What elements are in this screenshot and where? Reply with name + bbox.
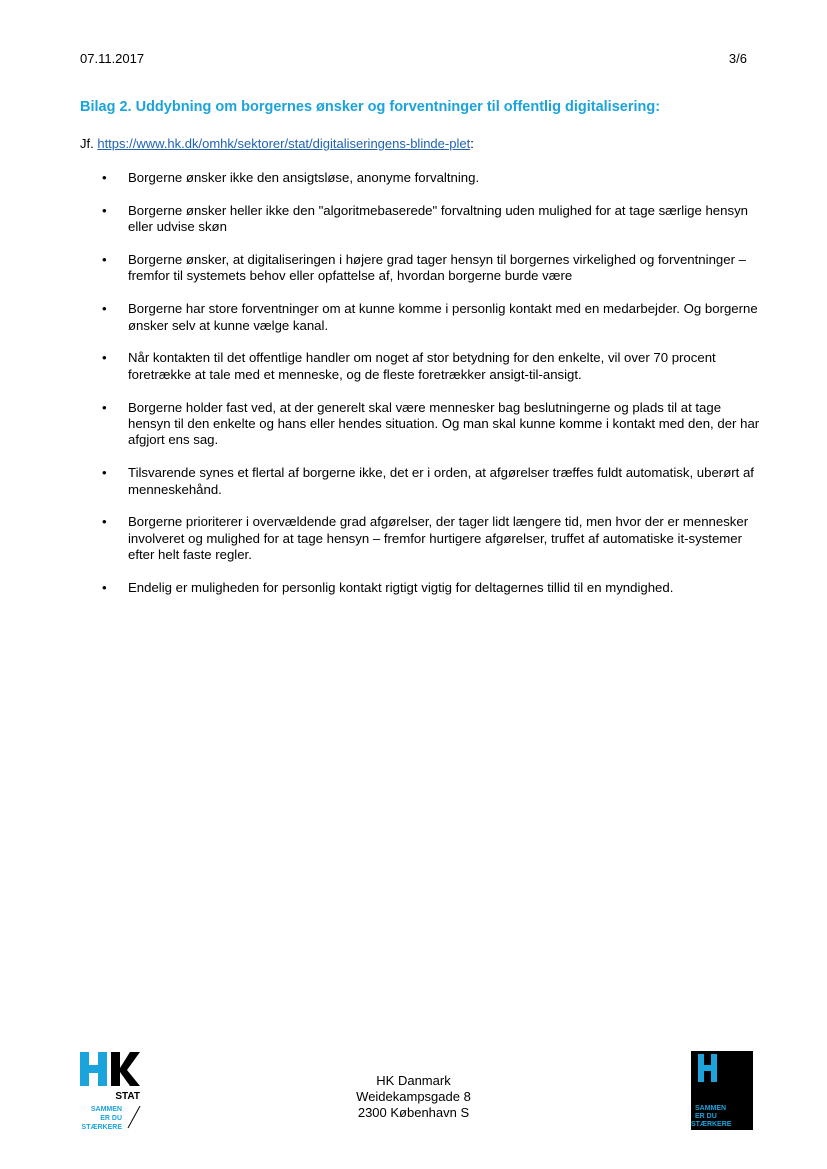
section-heading: Bilag 2. Uddybning om borgernes ønsker og forventninger til offentlig digitalisering: — [80, 99, 661, 115]
bullet-text: Når kontakten til det offentlige handler om noget af stor betydning for den enkelte, vil over 70 procent foretrække at tale med et menneske, og de fleste foretrækker ansigt-til-ansigt. — [128, 350, 716, 382]
address-line: HK Danmark — [376, 1073, 451, 1088]
bullet-dot: • — [102, 252, 107, 267]
bullet-dot: • — [102, 350, 107, 366]
hk-box-logo — [691, 1051, 753, 1130]
reference-link[interactable]: https://www.hk.dk/omhk/sektorer/stat/digitaliseringens-blinde-plet — [97, 136, 471, 151]
bullet-text: Borgerne holder fast ved, at der generelt skal være mennesker bag beslutningerne og plads til at tage hensyn til den enkelte og hans eller hendes situation. Og man skal kunne komme i kontakt med den, der har afgjort ens sag. — [128, 399, 760, 448]
bullet-item — [80, 350, 760, 383]
address-line: Weidekampsgade 8 — [356, 1089, 471, 1104]
bullet-item — [80, 170, 760, 186]
bullet-item — [80, 465, 760, 498]
document-date: 07.11.2017 — [80, 51, 145, 66]
logo-slogan-2: ER DU — [695, 1113, 717, 1120]
bullet-item — [80, 252, 760, 285]
bullet-dot: • — [102, 202, 107, 218]
bullet-text: Tilsvarende synes et flertal af borgerne ikke, det er i orden, at afgørelser træffes fuldt automatisk, uberørt af menneskehånd. — [128, 465, 754, 497]
bullet-text: Borgerne ønsker heller ikke den "algoritmebaserede" forvaltning uden mulighed for at tage særlige hensyn eller udvise skøn — [128, 202, 748, 235]
reference-prefix: Jf. — [80, 136, 98, 151]
bullet-dot: • — [102, 514, 107, 530]
reference-line — [80, 136, 474, 151]
reference-suffix: : — [470, 136, 474, 151]
logo-slogan-3: STÆRKERE — [81, 1124, 122, 1131]
bullet-item — [80, 514, 760, 563]
bullet-dot: • — [102, 465, 107, 481]
bullet-dot: • — [102, 301, 107, 317]
logo-slogan-3: STÆRKERE — [691, 1121, 732, 1128]
bullet-dot: • — [102, 580, 107, 596]
address-line: 2300 København S — [357, 1105, 470, 1120]
bullet-dot: • — [102, 399, 107, 415]
bullet-dot: • — [102, 170, 107, 185]
bullet-item — [80, 400, 760, 449]
bullet-text: Borgerne prioriterer i overvældende grad afgørelser, der tager lidt længere tid, men hvor der er mennesker involveret og mulighed for at tage hensyn – fremfor hurtigere afgørelser, truffet af automatiske it-systemer efter helt faste regler. — [128, 514, 749, 563]
logo-sub-text: STAT — [115, 1091, 140, 1102]
logo-slogan-2: ER DU — [100, 1115, 122, 1122]
logo-slogan-1: SAMMEN — [90, 1106, 122, 1113]
bullet-item — [80, 301, 760, 334]
bullet-text: Borgerne ønsker, at digitaliseringen i højere grad tager hensyn til borgernes virkelighed og forventninger – fremfor til systemets behov eller opfattelse af, hvordan borgerne burde være — [128, 252, 746, 284]
page-number: 3/6 — [728, 51, 747, 66]
bullet-item — [80, 580, 760, 596]
bullet-item — [80, 203, 760, 236]
bullet-text: Borgerne ønsker ikke den ansigtsløse, anonyme forvaltning. — [128, 170, 480, 185]
bullet-text: Endelig er muligheden for personlig kontakt rigtigt vigtig for deltagernes tillid til en myndighed. — [128, 580, 674, 596]
bullet-text: Borgerne har store forventninger om at kunne komme i personlig kontakt med en medarbejder. Og borgerne ønsker selv at kunne vælge kanal. — [128, 301, 758, 333]
logo-slogan-1: SAMMEN — [695, 1105, 727, 1112]
bullet-list — [80, 170, 760, 613]
